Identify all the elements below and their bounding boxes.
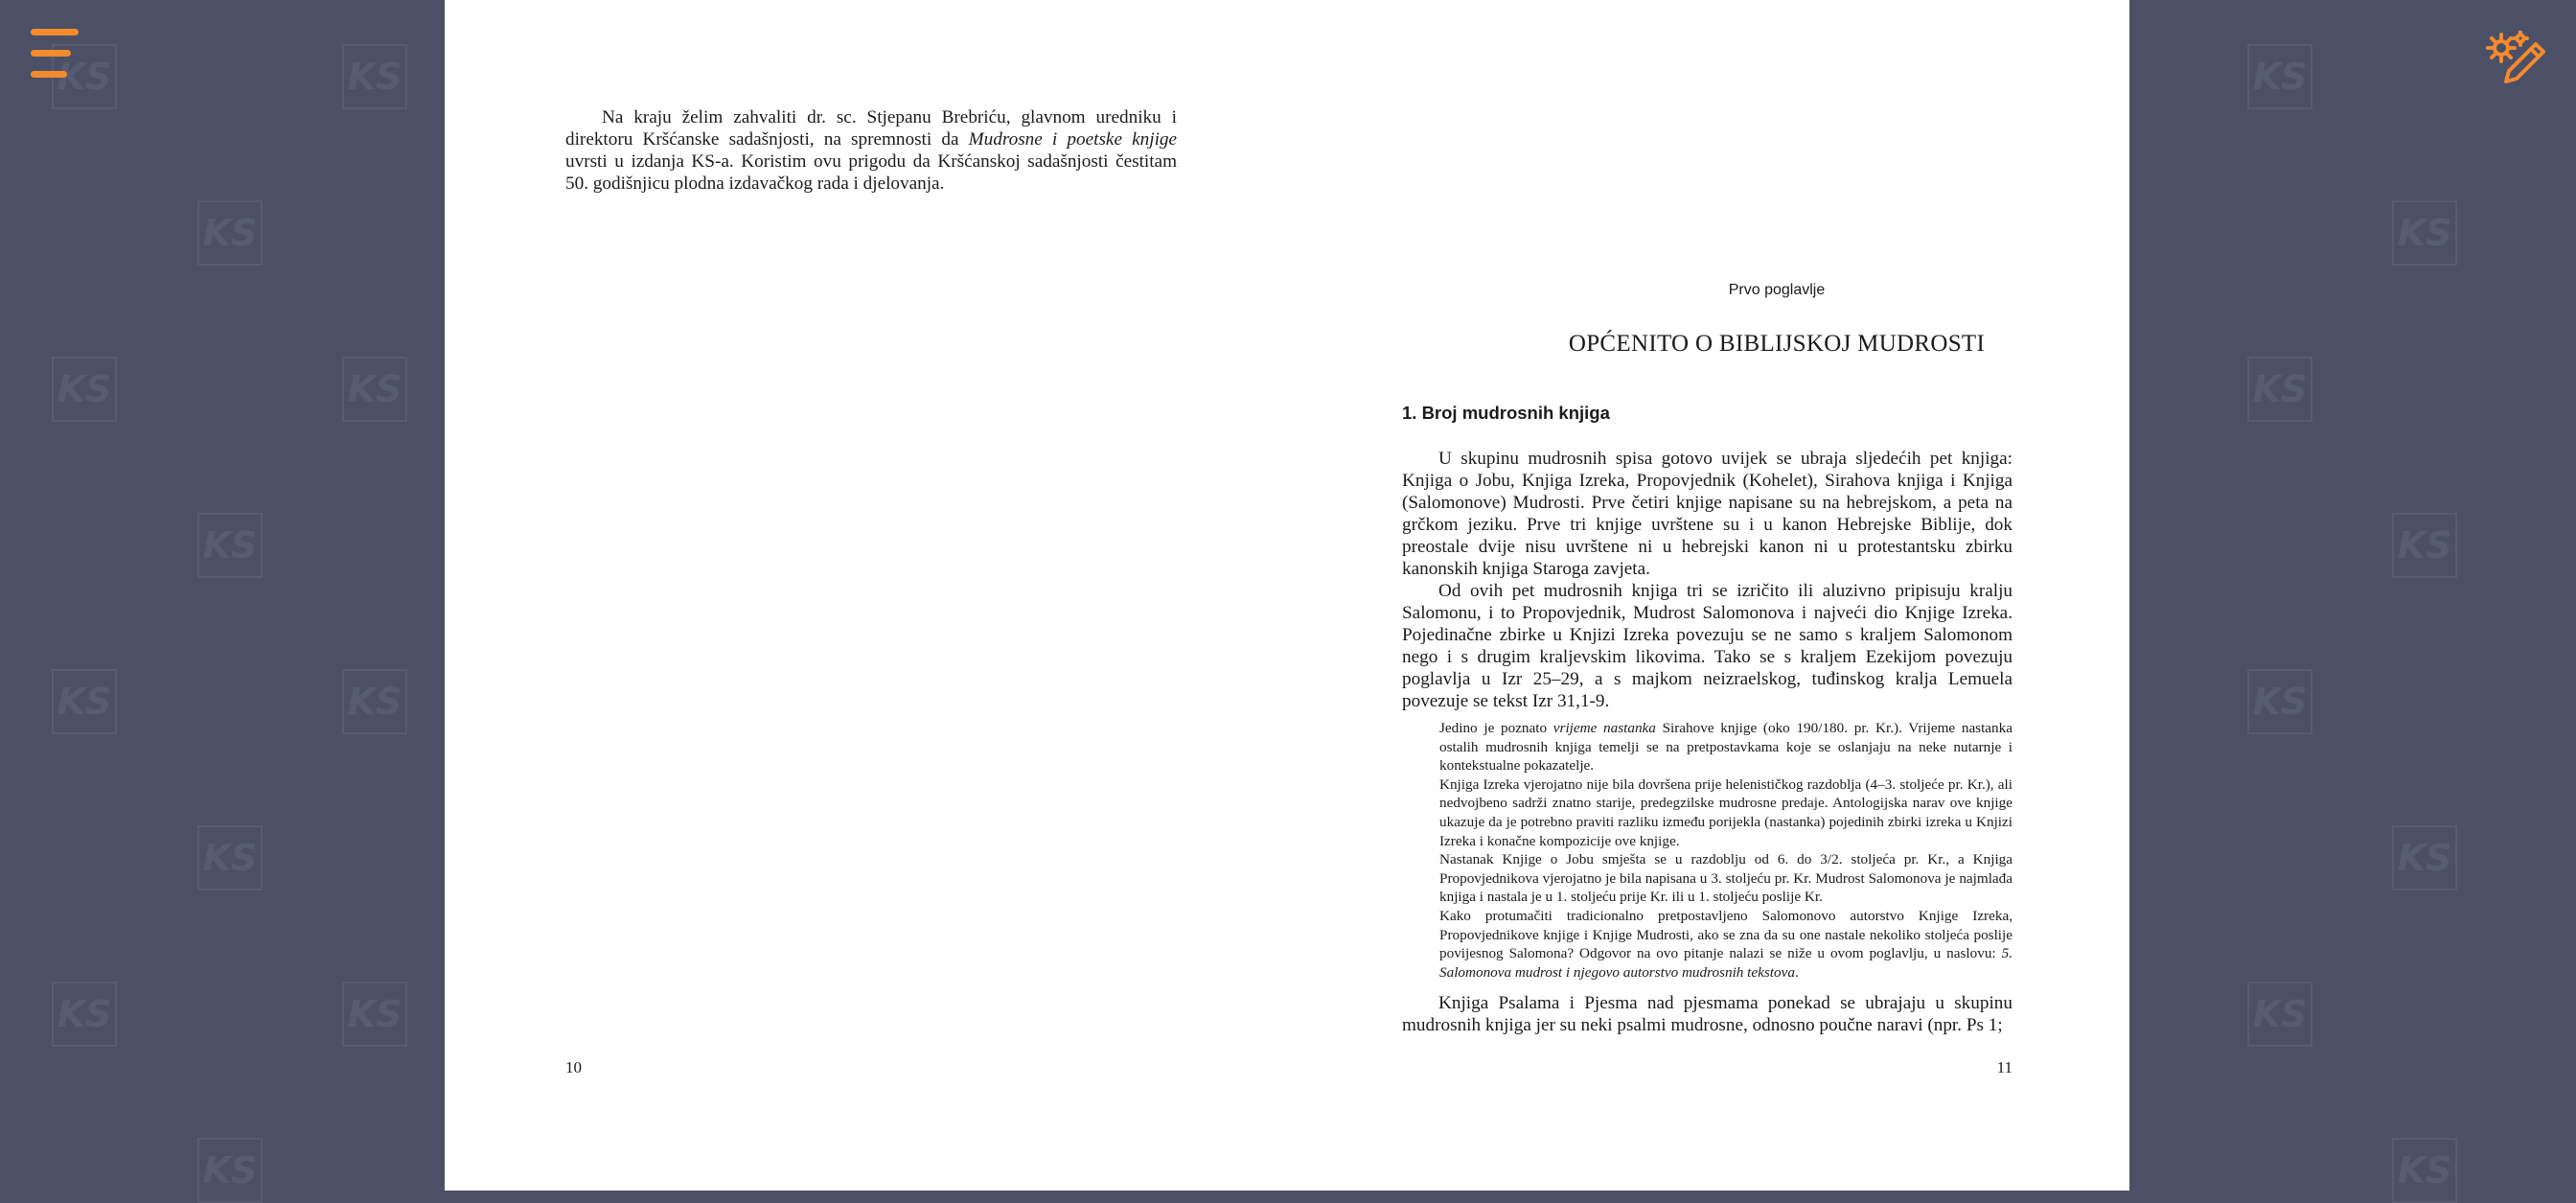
watermark-logo: KS (2392, 1138, 2457, 1203)
menu-button[interactable] (27, 27, 82, 81)
right-page-body (1402, 448, 2012, 712)
note-paragraph: Nastanak Knjige o Jobu smješta se u razdoblju od 6. do 3/2. stoljeća pr. Kr., a Knjiga Propovjednikova vjerojatno je bila napisana u 3. stoljeću pr. Kr. Mudrost Salomonova je najmlađa knjiga i nastala je u 1. stoljeću prije Kr. ili u 1. stoljeću poslije Kr. (1439, 851, 2012, 906)
watermark-logo: KS (197, 1138, 263, 1203)
watermark-logo: KS (197, 825, 263, 891)
note-paragraph: Knjiga Izreka vjerojatno nije bila dovršena prije helenističkog razdoblja (4–3. stoljeće pr. Kr.), ali nedvojbeno sadrži znatno starije, predegzilske mudrosne predaje. Antologijska narav ove knjige ukazuje da je potrebno praviti razliku između porijekla (nastanka) pojedinih zbirki izreka u Knjizi Izreka i konačne kompozicije ove knjige. (1439, 775, 2012, 849)
watermark-logo: KS (52, 44, 117, 109)
tools-button[interactable] (2486, 31, 2547, 90)
watermark-logo: KS (2392, 825, 2457, 891)
watermark-logo: KS (2247, 357, 2312, 422)
watermark-logo: KS (342, 357, 407, 422)
watermark-logo: KS (2247, 44, 2312, 109)
body-paragraph: U skupinu mudrosnih spisa gotovo uvijek se ubraja sljedećih pet knjiga: Knjiga o Jobu, Knjiga Izreka, Propovjednik (Kohelet), Sirahova knjiga i Knjiga (Salomonove) Mudrosti. Prve četiri knjige napisane su na hebrejskom, a peta na grčkom jeziku. Prve tri knjige uvrštene su i u kanon Hebrejske Biblije, dok preostale dvije nisu uvrštene ni u hebrejski kanon ni u protestantsku zbirku kanonskih knjiga Staroga zavjeta. (1402, 449, 2012, 579)
note-paragraph: Kako protumačiti tradicionalno pretpostavljeno Salomonovo autorstvo Knjige Izreka, Propovjednikove knjige i Knjige Mudrosti, ako se zna da su one nastale nekoliko stoljeća poslije povijesnog Salomona? Odgovor na ovo pitanje nalazi se niže u ovom poglavlju, u naslovu: 5. Salomonova mudrost i njegovo autorstvo mudrosnih tekstova. (1439, 907, 2012, 981)
watermark-logo: KS (2247, 982, 2312, 1047)
note-paragraph: Jedino je poznato vrijeme nastanka Sirahove knjige (oko 190/180. pr. Kr.). Vrijeme nastanka ostalih mudrosnih knjiga temelji se na pretpostavkama koje se oslanjaju na neke nutarnje i kontekstualne pokazatelje. (1439, 720, 2012, 775)
section-heading: 1. Broj mudrosnih knjiga (1402, 403, 1610, 423)
watermark-logo: KS (2247, 669, 2312, 734)
watermark-logo: KS (197, 513, 263, 578)
watermark-logo: KS (52, 357, 117, 422)
left-page-paragraph: Na kraju želim zahvaliti dr. sc. Stjepanu Brebriću, glavnom uredniku i direktoru Kršćanske sadašnjosti, na spremnosti da Mudrosne i poetske knjige uvrsti u izdanja KS-a. Koristim ovu prigodu da Kršćanskoj sadašnjosti čestitam 50. godišnjicu plodna izdavačkog rada i djelovanja. (565, 107, 1178, 194)
right-page-number: 11 (1996, 1058, 2012, 1076)
watermark-logo: KS (2392, 513, 2457, 578)
book-spread (445, 0, 2129, 1191)
watermark-logo: KS (342, 669, 407, 734)
watermark-logo: KS (2392, 200, 2457, 266)
gear-pencil-icon (2486, 31, 2547, 90)
body-paragraph: Od ovih pet mudrosnih knjiga tri se izričito ili aluzivno pripisuju kralju Salomonu, i to Propovjednik, Mudrost Salomonova i najveći dio Knjige Izreka. Pojedinačne zbirke u Knjizi Izreka povezuju se ne samo s kraljem Salomonom nego i s drugim kraljevskim likovima. Tako se s kraljem Ezekijom povezuju poglavlja u Izr 25–29, a s majkom neizraelskog, tuđinskog kralja Lemuela povezuje se tekst Izr 31,1-9. (1402, 581, 2012, 711)
body-paragraph-continued: Knjiga Psalama i Pjesma nad pjesmama ponekad se ubrajaju u skupinu mudrosnih knjiga jer su neki psalmi mudrosne, odnosno poučne naravi (npr. Ps 1; (1402, 993, 2012, 1035)
watermark-logo: KS (342, 982, 407, 1047)
watermark-logo: KS (52, 982, 117, 1047)
chapter-title: OPĆENITO O BIBLIJSKOJ MUDROSTI (1568, 331, 1986, 357)
left-page-number: 10 (565, 1058, 582, 1076)
watermark-logo: KS (342, 44, 407, 109)
watermark-logo: KS (197, 200, 263, 266)
note-block (1439, 719, 2012, 982)
watermark-logo: KS (52, 669, 117, 734)
chapter-label: Prvo poglavlje (1728, 282, 1826, 298)
